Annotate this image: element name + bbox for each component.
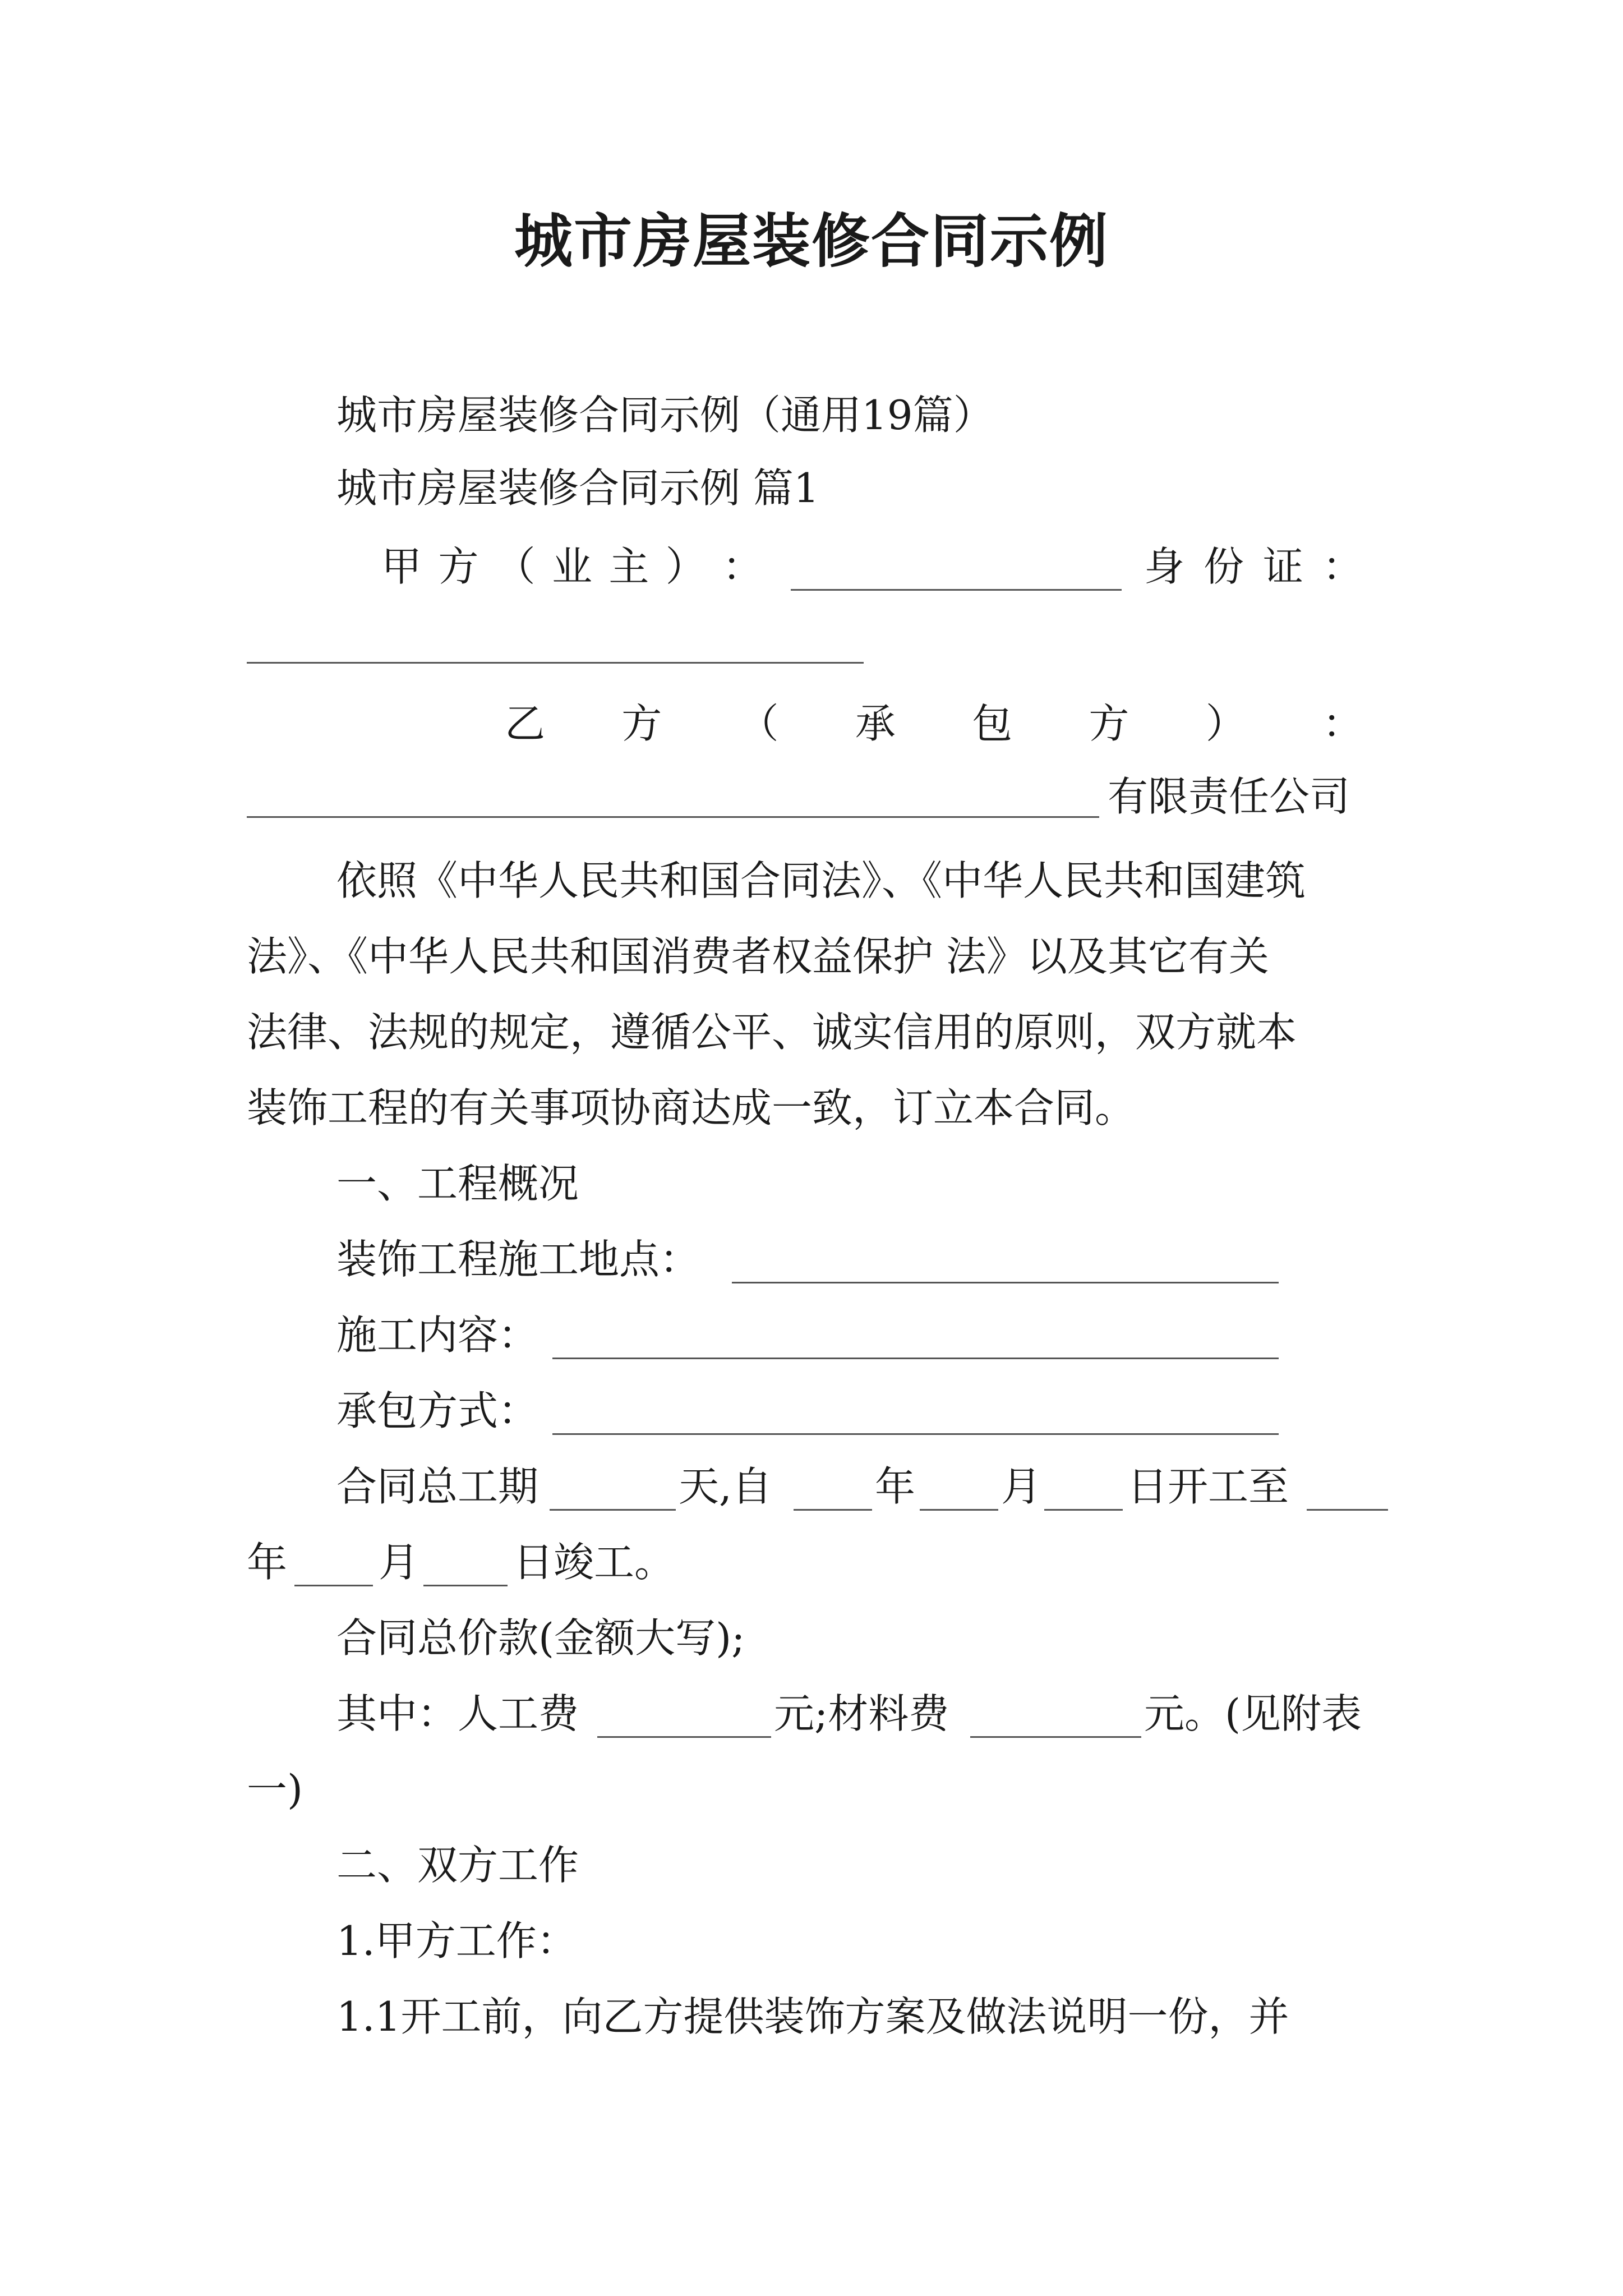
period-days-blank	[550, 1509, 676, 1511]
id-card-char: 证	[1262, 543, 1303, 590]
party-b-char: 乙	[505, 700, 546, 747]
section-1-heading: 一、工程概况	[336, 1160, 579, 1207]
party-b-char: （	[738, 700, 779, 747]
period-year-blank	[794, 1509, 872, 1511]
period-end: 日竣工。	[513, 1539, 675, 1586]
party-a-char: 甲	[381, 543, 422, 590]
labor-unit: 元;材料费	[774, 1690, 949, 1737]
party-b-char: ）	[1205, 700, 1246, 747]
party-b-char: 方	[1089, 700, 1129, 747]
part-heading: 城市房屋装修合同示例 篇1	[336, 464, 819, 512]
party-a-char: 方	[438, 543, 479, 590]
document-subtitle: 城市房屋装修合同示例（通用19篇）	[336, 392, 994, 439]
method-blank	[552, 1433, 1279, 1435]
preamble-line: 法律、法规的规定，遵循公平、诚实信用的原则，双方就本	[247, 1009, 1297, 1056]
party-b-char: 方	[621, 700, 662, 747]
cost-prefix: 其中：人工费	[336, 1690, 579, 1737]
site-label: 装饰工程施工地点：	[336, 1236, 700, 1283]
method-label: 承包方式：	[336, 1387, 539, 1434]
party-b-char: 包	[972, 700, 1013, 747]
party-a-char: ：	[722, 543, 763, 590]
period-day-blank	[1044, 1509, 1123, 1511]
material-cost-blank	[970, 1736, 1141, 1738]
party-a-char: 主	[608, 543, 649, 590]
period-days: 天,自	[679, 1463, 772, 1510]
period-start: 日开工至	[1127, 1463, 1289, 1510]
site-blank	[732, 1282, 1279, 1283]
price-label: 合同总价款(金额大写);	[336, 1614, 745, 1662]
party-a-name-blank	[791, 589, 1122, 591]
period-month-blank	[920, 1509, 998, 1511]
party-a-char: ）	[665, 543, 706, 590]
period-end-month-blank	[294, 1585, 373, 1586]
company-suffix: 有限责任公司	[1108, 773, 1350, 820]
period-end-year-blank	[1307, 1509, 1388, 1511]
period-end-day-blank	[423, 1585, 508, 1586]
party-b-char: ：	[1322, 700, 1363, 747]
content-label: 施工内容：	[336, 1312, 539, 1359]
id-card-char: ：	[1322, 543, 1363, 590]
section-2-item-1-1: 1.1开工前，向乙方提供装饰方案及做法说明一份，并	[336, 1993, 1289, 2040]
preamble-line: 法》、《中华人民共和国消费者权益保护 法》以及其它有关	[247, 933, 1269, 980]
period-month: 月	[1001, 1463, 1042, 1510]
document-title: 城市房屋装修合同示例	[514, 207, 1109, 275]
section-2-item-1: 1.甲方工作：	[336, 1917, 577, 1964]
section-2-heading: 二、双方工作	[336, 1842, 579, 1889]
period-year: 年	[875, 1463, 916, 1510]
material-unit: 元。(见附表	[1144, 1690, 1362, 1737]
period-end-month: 月	[379, 1539, 419, 1586]
period-prefix: 合同总工期	[336, 1463, 539, 1510]
cost-tail: 一)	[247, 1766, 303, 1813]
preamble-line: 依照《中华人民共和国合同法》、《中华人民共和国建筑	[336, 857, 1306, 904]
content-blank	[552, 1358, 1279, 1359]
party-b-name-blank	[247, 816, 1099, 818]
party-a-char: 业	[551, 543, 592, 590]
id-card-char: 份	[1203, 543, 1244, 590]
id-card-blank	[247, 662, 864, 664]
party-a-label	[381, 539, 763, 595]
party-a-char: （	[495, 543, 536, 590]
preamble-line: 装饰工程的有关事项协商达成一致，订立本合同。	[247, 1084, 1136, 1131]
id-card-char: 身	[1144, 543, 1185, 590]
party-b-label	[505, 696, 1363, 752]
labor-cost-blank	[597, 1736, 771, 1738]
period-end-year: 年	[247, 1539, 288, 1586]
party-b-char: 承	[855, 700, 896, 747]
id-card-label	[1144, 539, 1363, 595]
